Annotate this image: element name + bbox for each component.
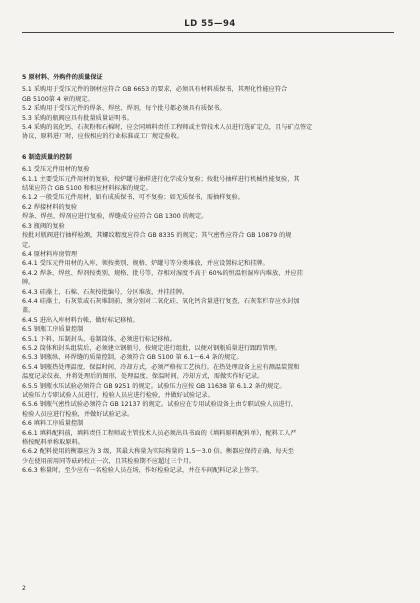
paragraph-line: 6.4.5 进出入库材料台帐，做好标记移植。 [22, 316, 139, 324]
paragraph-line: 5.1 采购用于受压元件的钢材应符合 GB 6653 的要求，必须具有材料质保书，其理化性能应符合 [22, 86, 288, 94]
paragraph-line: 按批对瓶阀进行抽样检测，其螺纹精度应符合 GB 8335 的规定；其气密性应符合 GB 10879 的规 [22, 232, 292, 240]
section-heading: 6 制造质量的控制 [22, 153, 72, 161]
paragraph-line: 5.2 采购用于受压元件的焊条、焊丝、焊剂，每个批号都必须具有质保书。 [22, 105, 226, 113]
paragraph-line: 6.1.2 一般受压元件用材，如有成质保书，可不复验；如无质保书，需抽样复验。 [22, 194, 244, 202]
section-gap [22, 142, 394, 149]
paragraph-line: 6.1 受压元件用材的复验 [22, 166, 90, 174]
paragraph-line: 6.5.5 钢瓶水压试验必须符合 GB 9251 的规定。试验压力应按 GB 11638 第 6.1.2 条的规定。 [22, 382, 286, 390]
paragraph-line: 焊条、焊丝、焊剂应进行复验，焊缝成分应符合 GB 1300 的规定。 [22, 213, 208, 221]
paragraph-line: 6.6 填料工序质量控制 [22, 420, 84, 428]
page-number: 2 [22, 585, 26, 592]
paragraph-line: 6.5.2 筒体和封头组装后，必须建立钢瓶号，按规定进行组批，以便对钢瓶质量进行跟踪管理。 [22, 344, 282, 352]
paragraph-line: 格按配料单称取原料。 [22, 439, 84, 447]
paragraph-line: GB 5100第 4 章的规定。 [22, 95, 94, 103]
paragraph-line: 6.5.4 钢瓶热处理温度、保温时间、冷却方式，必须严格按工艺执行。在热处理设备上应有测温装置和 [22, 363, 300, 371]
paragraph-line: 牌。 [22, 279, 35, 287]
paragraph-line: 6.6.1 填料配料前，填料责任工程师或主管技术人员必须出具书面的《填料原料配料单》，配料工人严 [22, 429, 297, 437]
paragraph-line: 6.2 焊接材料的复验 [22, 203, 78, 211]
paragraph-line: 定。 [22, 241, 35, 249]
paragraph-line: 6.4.3 硅藻土、石棉、石灰按批编号，分区堆放，并挂挂牌。 [22, 288, 189, 296]
paragraph-line: 6.5 钢瓶工序质量控制 [22, 326, 84, 334]
paragraph-line: 5.3 采购的瓶阀应具有批量质量证明书。 [22, 114, 133, 122]
paragraph-line: 5.4 采购的氧化钙、石灰粉和石棉时，应会同填料责任工程师或主管技术人员进行选矿定点，且与矿点签定 [22, 124, 313, 132]
section-heading: 5 原材料、外购件的质量保证 [22, 74, 103, 81]
paragraph-line: 温度记录仪表，并将处理后的图形，处理温度、保温时间、冷却方式，需做实作好记录。 [22, 373, 264, 381]
paragraph-line: 6.4 原材料库房管理 [22, 250, 78, 258]
paragraph-line: 6.4.2 焊条、焊丝、焊剂按类别、规格、批号等，存相对湿度不高于 60%的恒温恒湿库内堆放，并应挂 [22, 269, 303, 277]
paragraph-line: 6.4.1 受压元件用材的入库、领按类别、规格、炉罐号等分类堆放，并应设置标记和挂牌。 [22, 260, 269, 268]
document-body [22, 69, 394, 476]
paragraph-line: 6.5.3 钢瓶纵、环焊缝的质量控制，必须符合 GB 5100 第 6.1～6.4 条的规定。 [22, 354, 243, 362]
document-code: LD 55—94 [184, 19, 236, 29]
paragraph-line: 6.6.3 称量时，至少应有一名检验人员在场，作好检验记录，并在车间配料记录上签字。 [22, 467, 263, 475]
paragraph-line: 试验压力专职试验人员进行，检验人员应进行检验，并做好试验记录。 [22, 392, 214, 399]
paragraph-line: 协议，原料进厂时，应按相应的行业标准或工厂规定验收。 [22, 133, 183, 141]
paragraph-line: 少在使用前用同等砝码校正一次，且其检验期不应超过三个月。 [22, 457, 196, 465]
paragraph-line: 结果应符合 GB 5100 和相应材料标准的规定。 [22, 185, 152, 193]
paragraph-line: 6.1.1 主要受压元件用材的复验，按炉罐号抽样进行化学成分复验；按批号抽样进行机械性能复验，其 [22, 175, 300, 183]
paragraph-line: 6.5.6 钢瓶气密性试验必须符合 GB 12137 的规定。试验应在专用试验设备上由专职试验人员进行， [22, 401, 298, 409]
paragraph-line: 6.4.4 硅藻土、石灰浆或石灰堆制前，须分别对二氧化硅、氧化钙含量进行复查，石灰浆栏存应水封加 [22, 297, 300, 305]
paragraph-line: 6.3 瓶阀的复验 [22, 222, 65, 230]
paragraph-line: 盖。 [22, 307, 35, 315]
paragraph-line: 6.6.2 配料使用的衡器应为 3 级，其最大称量为实际称量的 1.5～3.0 倍。衡器应保持正确，每天至 [22, 448, 294, 456]
paragraph-line: 检验人员应进行检验，并做好试验记录。 [22, 410, 134, 418]
paragraph-line: 6.5.1 下料、压制封头、卷制筒体，必须进行标记移植。 [22, 335, 176, 343]
header-rule [22, 32, 394, 33]
